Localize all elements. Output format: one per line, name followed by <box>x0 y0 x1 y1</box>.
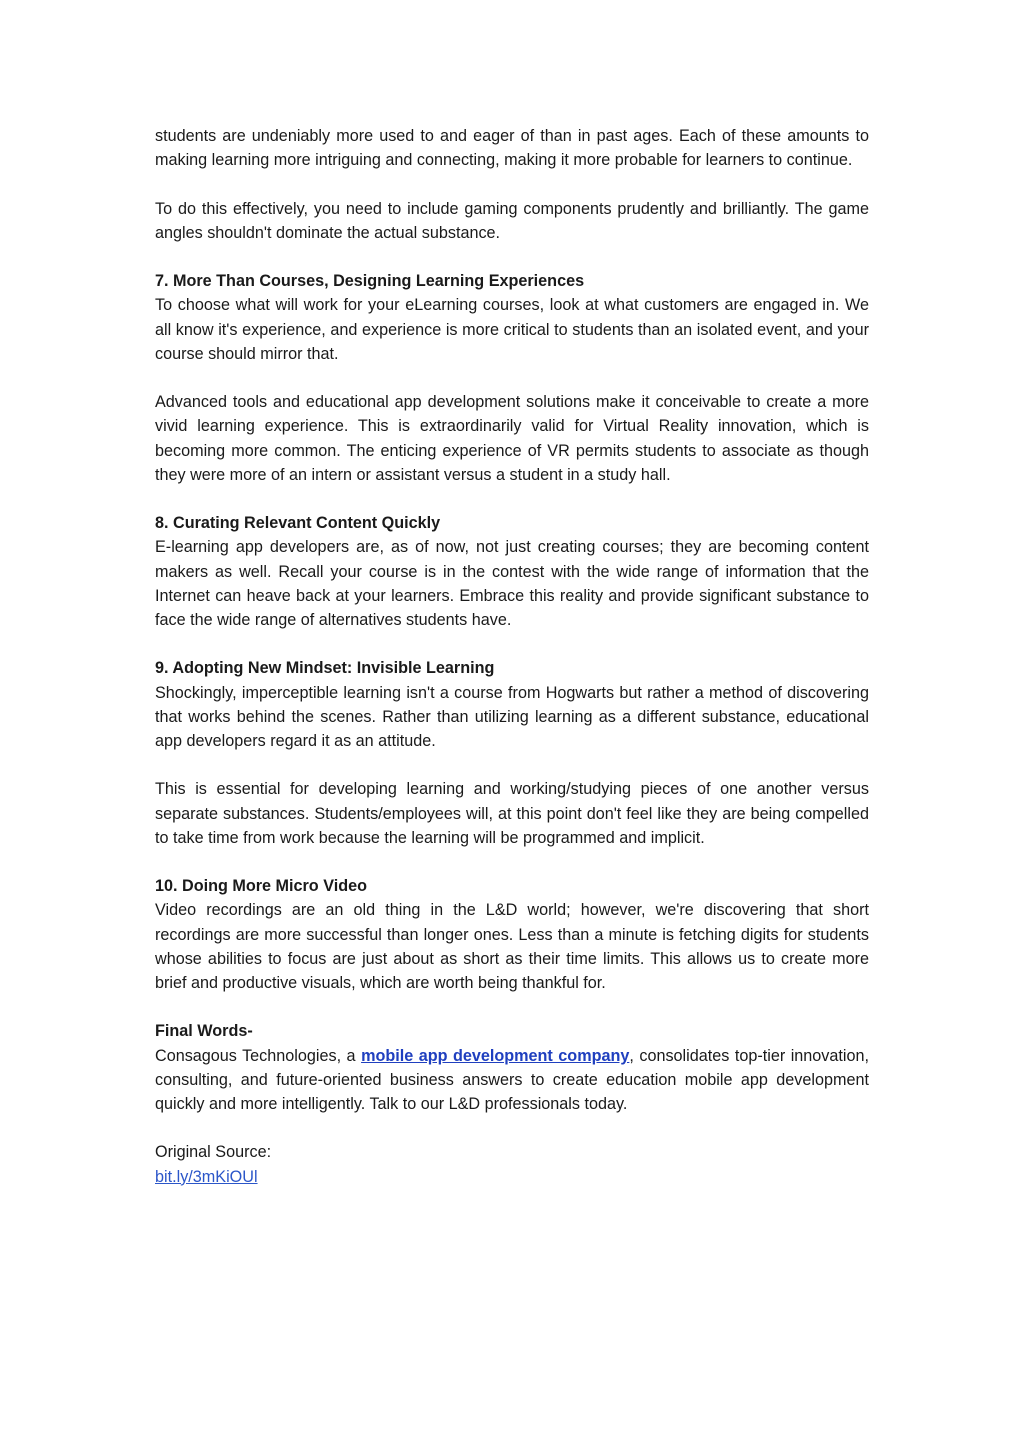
section-8-paragraph-1: E-learning app developers are, as of now, not just creating courses; they are becoming content makers as well. Recall your course is in the contest with the wide range of information that the Internet can heave back at your learners. Embrace this reality and provide significant substance to face the wide range of alternatives students have. <box>155 538 869 629</box>
original-source-link[interactable]: bit.ly/3mKiOUl <box>155 1167 258 1186</box>
intro-paragraph-1: students are undeniably more used to and eager of than in past ages. Each of these amounts to making learning more intriguing and connecting, making it more probable for learners to continue. <box>155 127 869 170</box>
original-source-label: Original Source: <box>155 1143 272 1162</box>
section-9-paragraph-2: This is essential for developing learning and working/studying pieces of one another versus separate substances. Students/employees will, at this point don't feel like they are being compelled to take time from work because the learning will be programmed and implicit. <box>155 780 869 847</box>
section-10-heading: 10. Doing More Micro Video <box>155 877 367 896</box>
section-9-heading: 9. Adopting New Mindset: Invisible Learning <box>155 659 495 678</box>
intro-paragraph-2: To do this effectively, you need to include gaming components prudently and brilliantly. The game angles shouldn't dominate the actual substance. <box>155 199 869 242</box>
section-7-heading: 7. More Than Courses, Designing Learning Experiences <box>155 272 585 291</box>
final-words-text-after: , consolidates top-tier innovation, consulting, and future-oriented business answers to create education mobile app development quickly and more intelligently. Talk to our L&D professionals today. <box>155 1046 869 1113</box>
section-7-paragraph-1: To choose what will work for your eLearning courses, look at what customers are engaged in. We all know it's experience, and experience is more critical to students than an isolated event, and your course should mirror that. <box>155 296 869 363</box>
final-words-paragraph <box>155 1044 869 1117</box>
section-9-paragraph-1: Shockingly, imperceptible learning isn't a course from Hogwarts but rather a method of discovering that works behind the scenes. Rather than utilizing learning as a different substance, educational app developers regard it as an attitude. <box>155 683 869 750</box>
section-10-paragraph-1: Video recordings are an old thing in the L&D world; however, we're discovering that short recordings are more successful than longer ones. Less than a minute is fetching digits for students whose abilities to focus are just about as short as their time limits. This allows us to create more brief and productive visuals, which are worth being thankful for. <box>155 901 869 992</box>
document-body <box>155 124 869 1189</box>
final-words-heading: Final Words- <box>155 1022 253 1041</box>
section-7-paragraph-2: Advanced tools and educational app development solutions make it conceivable to create a more vivid learning experience. This is extraordinarily valid for Virtual Reality innovation, which is becoming more common. The enticing experience of VR permits students to associate as though they were more of an intern or assistant versus a student in a study hall. <box>155 393 869 484</box>
section-8-heading: 8. Curating Relevant Content Quickly <box>155 514 441 533</box>
mobile-app-development-company-link[interactable]: mobile app development company <box>361 1046 630 1065</box>
original-source-line <box>155 1165 869 1189</box>
final-words-text-before: Consagous Technologies, a <box>155 1046 362 1065</box>
